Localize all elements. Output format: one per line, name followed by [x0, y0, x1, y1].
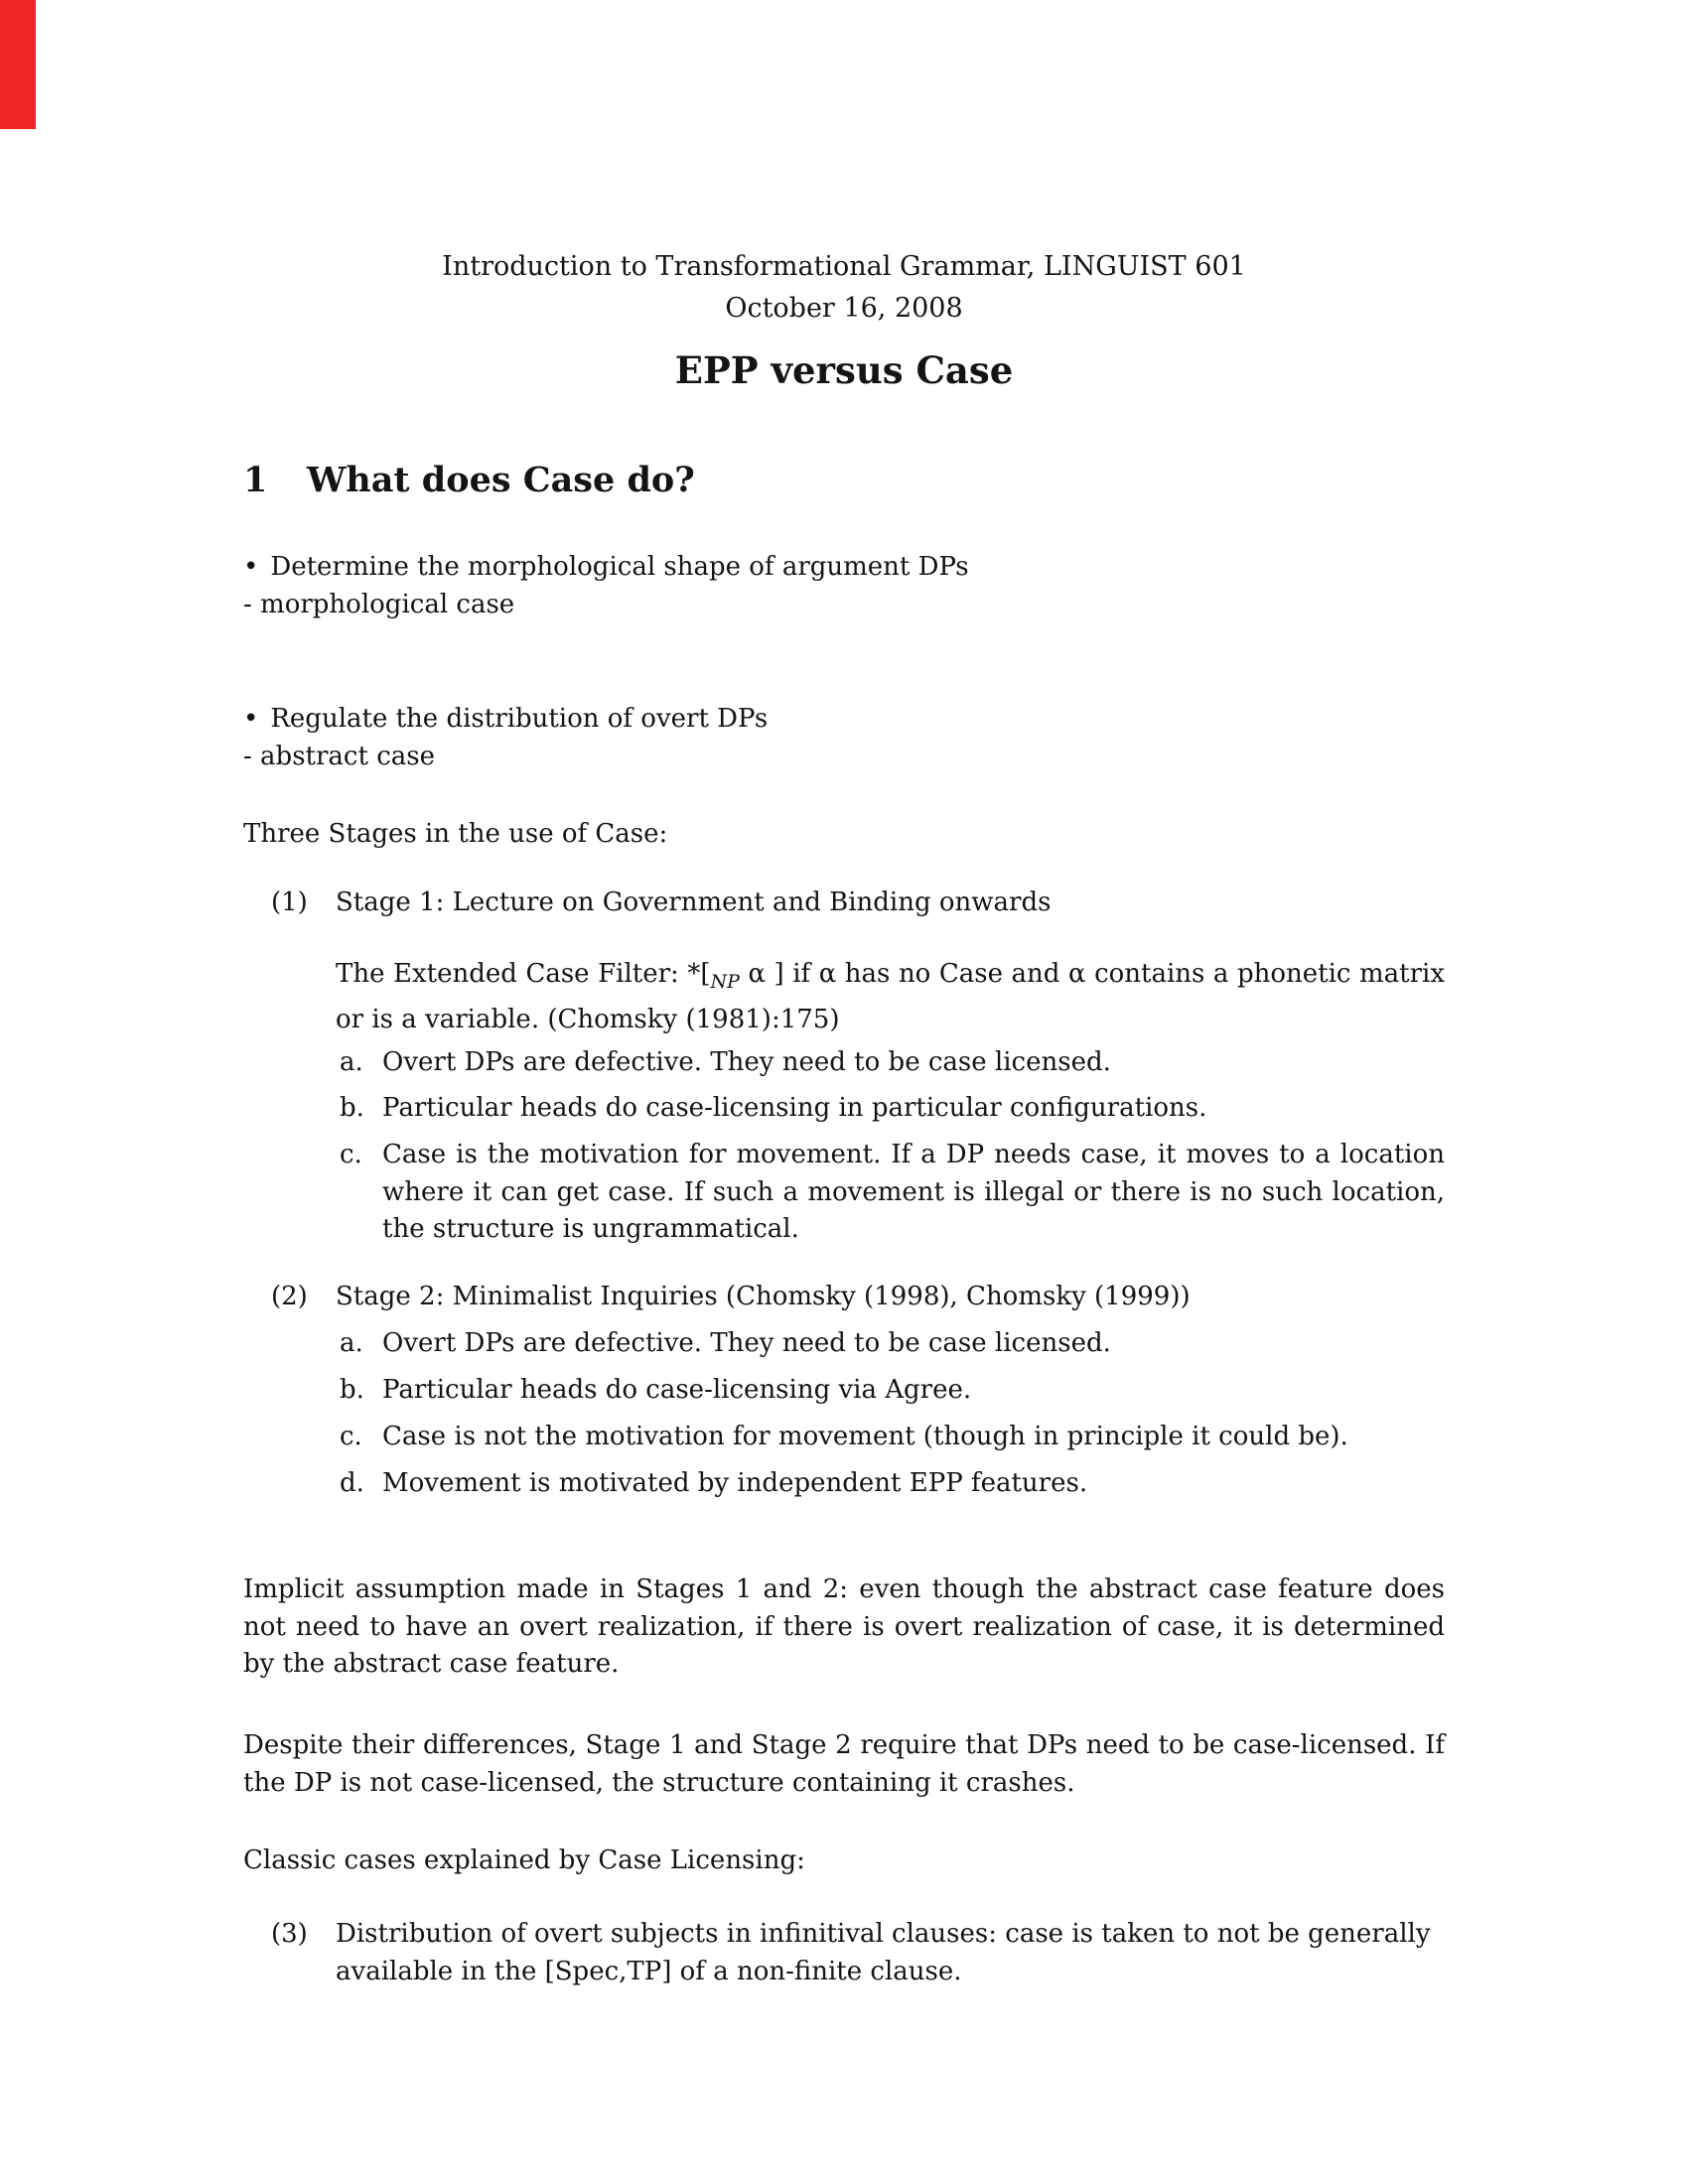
paragraph-classic-cases: Classic cases explained by Case Licensing:	[243, 1845, 805, 1875]
bullet-subnote-1: - morphological case	[243, 590, 515, 619]
item-text: Particular heads do case-licensing via Agree.	[382, 1375, 972, 1405]
example-2-item-d	[340, 1465, 1445, 1503]
item-text: Case is the motivation for movement. If a DP needs case, it moves to a location where it can get case. If such a movement is illegal or there is no such location, the structure is ungrammatical.	[382, 1140, 1445, 1244]
example-3	[271, 1916, 1445, 1990]
item-text: Particular heads do case-licensing in particular configurations.	[382, 1093, 1207, 1123]
item-letter: c.	[340, 1140, 362, 1169]
paragraph-despite-differences: Despite their differences, Stage 1 and Stage 2 require that DPs need to be case-licensed. If the DP is not case-licensed, the structure containing it crashes.	[243, 1730, 1445, 1798]
bullet-text: Determine the morphological shape of argument DPs	[270, 552, 969, 582]
example-1	[271, 885, 1445, 922]
example-2-item-c	[340, 1419, 1445, 1456]
example-1-item-c	[340, 1137, 1445, 1249]
bullet-item-2	[243, 701, 768, 739]
example-title: Stage 2: Minimalist Inquiries (Chomsky (1998), Chomsky (1999))	[336, 1282, 1191, 1311]
document-title: EPP versus Case	[674, 348, 1014, 392]
example-number: (1)	[271, 887, 308, 917]
item-letter: b.	[340, 1093, 364, 1123]
example-number: (3)	[271, 1919, 308, 1949]
example-2	[271, 1279, 1445, 1316]
extended-case-filter	[336, 956, 1445, 1038]
item-text: Overt DPs are defective. They need to be case licensed.	[382, 1047, 1111, 1077]
item-letter: a.	[340, 1047, 363, 1077]
example-text: Distribution of overt subjects in infinitival clauses: case is taken to not be generally available in the [Spec,TP] of a non-finite clause.	[336, 1919, 1431, 1986]
filter-prefix: The Extended Case Filter: *[	[336, 959, 711, 989]
filter-subscript: NP	[710, 971, 740, 993]
red-corner-artifact	[0, 0, 36, 129]
bullet-icon: •	[243, 552, 259, 582]
item-letter: b.	[340, 1375, 364, 1405]
bullet-item-1	[243, 549, 969, 587]
item-letter: a.	[340, 1328, 363, 1358]
example-1-item-a	[340, 1044, 1445, 1082]
section-title: What does Case do?	[307, 460, 695, 500]
section-number: 1	[243, 460, 268, 500]
filter-suffix: α ] if α has no Case and α contains a phonetic matrix or is a variable. (Chomsky (1981):175)	[336, 959, 1446, 1034]
item-text: Case is not the motivation for movement (though in principle it could be).	[382, 1422, 1348, 1451]
bullet-icon: •	[243, 704, 259, 734]
bullet-subnote-2: - abstract case	[243, 742, 435, 771]
example-title: Stage 1: Lecture on Government and Binding onwards	[336, 887, 1052, 917]
course-header: Introduction to Transformational Grammar, LINGUIST 601	[442, 251, 1246, 282]
example-1-item-b	[340, 1090, 1445, 1128]
date-line: October 16, 2008	[725, 293, 963, 324]
item-letter: c.	[340, 1422, 362, 1451]
item-text: Movement is motivated by independent EPP features.	[382, 1468, 1088, 1498]
item-letter: d.	[340, 1468, 364, 1498]
example-2-item-a	[340, 1325, 1445, 1363]
example-number: (2)	[271, 1282, 308, 1311]
paragraph-implicit-assumption: Implicit assumption made in Stages 1 and 2: even though the abstract case feature does not need to have an overt realization, if there is overt realization of case, it is determined by the abstract case feature.	[243, 1574, 1445, 1679]
item-text: Overt DPs are defective. They need to be case licensed.	[382, 1328, 1111, 1358]
example-2-item-b	[340, 1372, 1445, 1410]
stages-intro: Three Stages in the use of Case:	[243, 819, 668, 849]
bullet-text: Regulate the distribution of overt DPs	[270, 704, 769, 734]
section-heading	[243, 461, 695, 500]
